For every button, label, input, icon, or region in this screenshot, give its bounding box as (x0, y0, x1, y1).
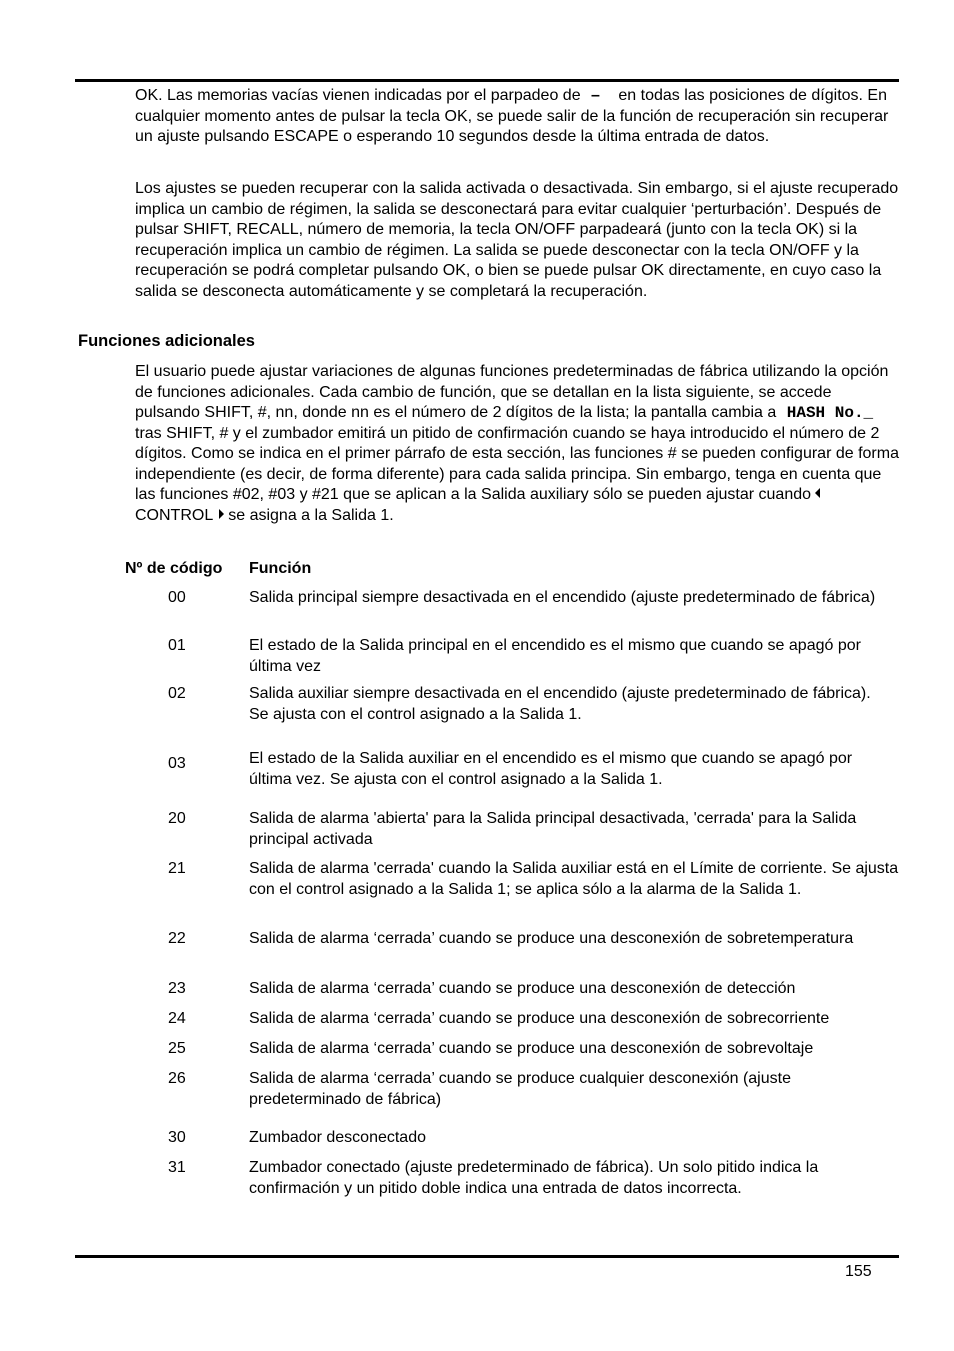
function-description: Salida de alarma 'abierta' para la Salida principal desactivada, 'cerrada' para la Salida principal activada (249, 810, 857, 848)
function-description: Salida auxiliar siempre desactivada en el encendido (ajuste predeterminado de fábrica). Se ajusta con el control asignado a la Salida 1. (249, 685, 871, 723)
bottom-rule (75, 1255, 899, 1258)
function-description: El estado de la Salida principal en el encendido es el mismo que cuando se apagó por última vez (249, 637, 861, 675)
function-description: El estado de la Salida auxiliar en el encendido es el mismo que cuando se apagó por última vez. Se ajusta con el control asignado a la Salida 1. (249, 750, 853, 788)
function-description: Salida de alarma ‘cerrada’ cuando se produce una desconexión de sobrecorriente (249, 1010, 830, 1027)
function-code: 01 (168, 637, 186, 654)
function-description: Salida de alarma ‘cerrada’ cuando se produce una desconexión de sobrevoltaje (249, 1040, 814, 1057)
function-code: 24 (168, 1010, 186, 1027)
text: tras SHIFT, # y el zumbador emitirá un pitido de confirmación cuando se haya introducido el número de 2 dígitos. Como se indica en el primer párrafo de esta sección, las funciones # se pueden configurar de forma independiente (es decir, de forma diferente) para cada salida principa. Sin embargo, tenga en cuenta que las funciones #02, #03 y #21 que se aplican a la Salida auxiliary sólo se pueden ajustar cuando (135, 424, 899, 503)
function-code: 02 (168, 685, 186, 702)
function-code: 30 (168, 1129, 186, 1146)
function-code: 25 (168, 1040, 186, 1057)
function-code: 03 (168, 755, 186, 772)
function-description: Salida de alarma ‘cerrada’ cuando se produce una desconexión de sobretemperatura (249, 930, 854, 947)
right-triangle-icon (219, 509, 224, 519)
section-heading: Funciones adicionales (78, 332, 255, 350)
function-description: Salida de alarma 'cerrada' cuando la Salida auxiliar está en el Límite de corriente. Se ajusta con el control asignado a la Salida 1; se aplica sólo a la alarma de la Salida 1. (249, 860, 899, 898)
page-number: 155 (845, 1263, 872, 1280)
function-description: Salida principal siempre desactivada en el encendido (ajuste predeterminado de fábrica) (249, 589, 876, 606)
text: se asigna a la Salida 1. (228, 506, 394, 524)
function-description: Zumbador desconectado (249, 1129, 426, 1146)
text: El usuario puede ajustar variaciones de algunas funciones predeterminadas de fábrica utilizando la opción de funciones adicionales. Cada cambio de función, que se detallan en la lista siguiente, se accede pulsando SHIFT, #, nn, donde nn es el número de 2 dígitos de la lista; la pantalla cambia a (135, 363, 889, 421)
function-description: Zumbador conectado (ajuste predeterminado de fábrica). Un solo pitido indica la confirmación y un pitido doble indica una entrada de datos incorrecta. (249, 1159, 819, 1197)
top-rule (75, 79, 899, 82)
column-header-code: Nº de código (125, 560, 223, 577)
text: en todas las posiciones de dígitos. En cualquier momento antes de pulsar la tecla OK, se puede salir de la función de recuperación sin recuperar un ajuste pulsando ESCAPE o esperando 10 segundos desde la última entrada de datos. (135, 87, 889, 145)
function-code: 23 (168, 980, 186, 997)
left-triangle-icon (815, 488, 820, 498)
paragraph-recall: Los ajustes se pueden recuperar con la salida activada o desactivada. Sin embargo, si el ajuste recuperado implica un cambio de régimen, la salida se desconectará para evitar cualquier ‘perturbación’. Después de pulsar SHIFT, RECALL, número de memoria, la tecla ON/OFF parpadeará (junto con la tecla OK) si la recuperación implica un cambio de régimen. La salida se puede desconectar con la tecla ON/OFF y la recuperación se podrá completar pulsando OK, o bien se puede pulsar OK directamente, en cuyo caso la salida se desconecta automáticamente y se completará la recuperación. (135, 180, 899, 300)
function-code: 31 (168, 1159, 186, 1176)
paragraph-functions (135, 362, 900, 526)
column-header-function: Función (249, 560, 312, 577)
dash-symbol: – (591, 87, 600, 104)
display-text: HASH No._ (786, 404, 874, 422)
paragraph-memories (135, 86, 900, 148)
function-code: 00 (168, 589, 186, 606)
control-label: CONTROL (135, 506, 214, 524)
text: OK. Las memorias vacías vienen indicadas por el parpadeo de (135, 87, 586, 104)
function-code: 22 (168, 930, 186, 947)
function-code: 20 (168, 810, 186, 827)
function-description: Salida de alarma ‘cerrada’ cuando se produce cualquier desconexión (ajuste predeterminado de fábrica) (249, 1070, 791, 1108)
function-code: 21 (168, 860, 186, 877)
function-description: Salida de alarma ‘cerrada’ cuando se produce una desconexión de detección (249, 980, 796, 997)
function-code: 26 (168, 1070, 186, 1087)
